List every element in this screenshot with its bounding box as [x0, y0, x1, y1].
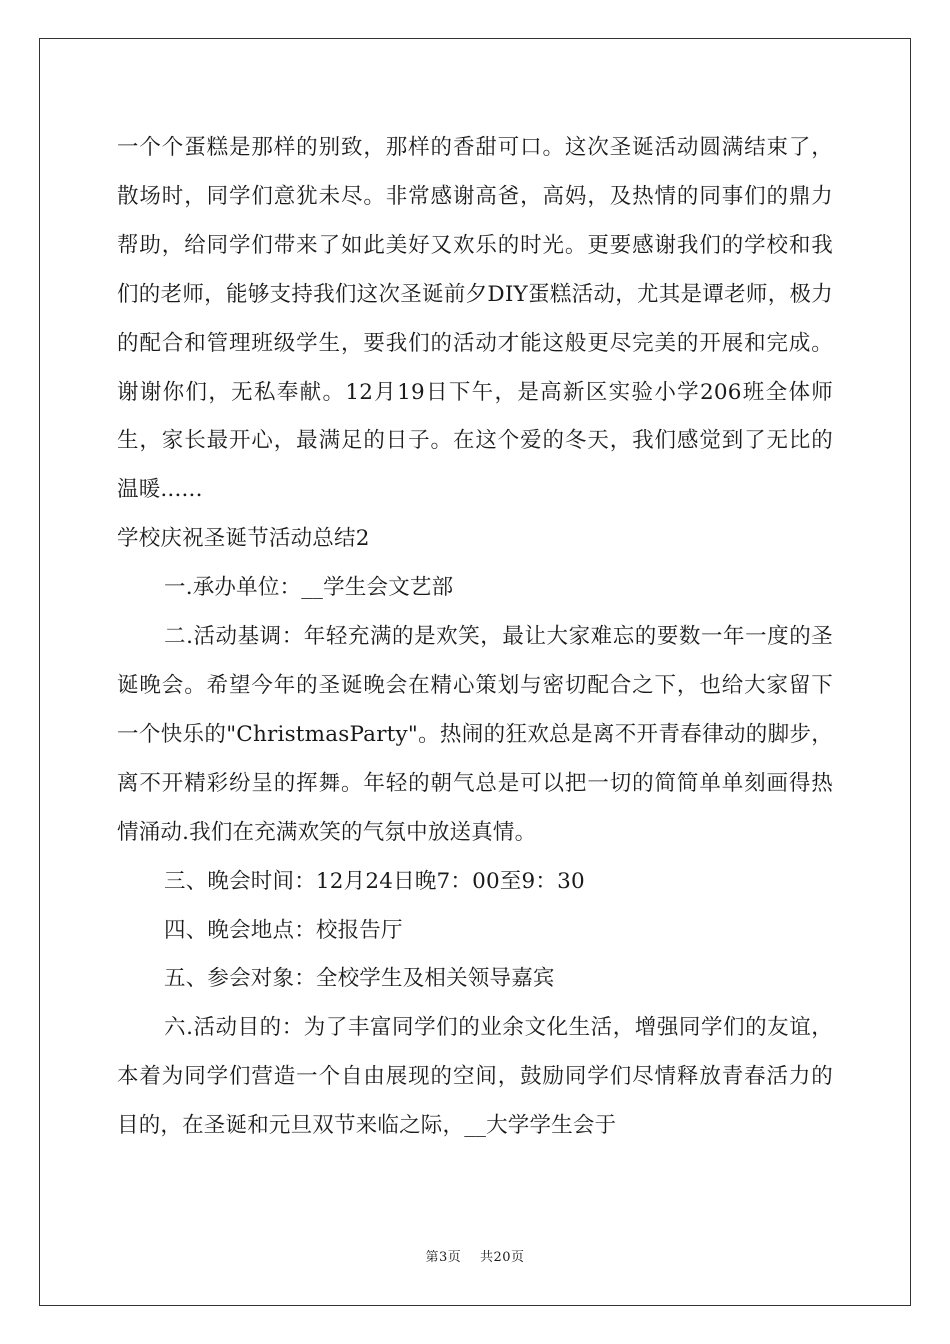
paragraph-organizer: 一.承办单位：__学生会文艺部: [164, 575, 454, 601]
page-number: 第3页: [425, 1250, 462, 1265]
page-footer: [0, 1246, 950, 1265]
paragraph-continued: 一个个蛋糕是那样的别致，那样的香甜可口。这次圣诞活动圆满结束了，散场时，同学们意犹未尽。非常感谢高爸，高妈，及热情的同事们的鼎力帮助，给同学们带来了如此美好又欢乐的时光。更要感谢我们的学校和我们的老师，能够支持我们这次圣诞前夕DIY蛋糕活动，尤其是谭老师，极力的配合和管理班级学生，要我们的活动才能这般更尽完美的开展和完成。谢谢你们，无私奉献。12月19日下午，是高新区实验小学206班全体师生，家长最开心，最满足的日子。在这个爱的冬天，我们感觉到了无比的温暖......: [117, 135, 833, 503]
paragraph-audience: 五、参会对象：全校学生及相关领导嘉宾: [164, 966, 555, 992]
section-title: 学校庆祝圣诞节活动总结2: [117, 526, 370, 552]
paragraph-theme: 二.活动基调：年轻充满的是欢笑，最让大家难忘的要数一年一度的圣诞晚会。希望今年的圣诞晚会在精心策划与密切配合之下，也给大家留下一个快乐的"ChristmasParty"。热闹的狂欢总是离不开青春律动的脚步，离不开精彩纷呈的挥舞。年轻的朝气总是可以把一切的简简单单刻画得热情涌动.我们在充满欢笑的气氛中放送真情。: [117, 624, 833, 845]
paragraph-venue: 四、晚会地点：校报告厅: [164, 917, 403, 943]
document-body: [117, 124, 833, 1151]
paragraph-purpose: 六.活动目的：为了丰富同学们的业余文化生活，增强同学们的友谊，本着为同学们营造一个自由展现的空间，鼓励同学们尽情释放青春活力的目的，在圣诞和元旦双节来临之际，__大学学生会于: [117, 1015, 833, 1139]
page-total: 共20页: [479, 1250, 525, 1265]
paragraph-time: 三、晚会时间：12月24日晚7：00至9：30: [164, 868, 585, 894]
